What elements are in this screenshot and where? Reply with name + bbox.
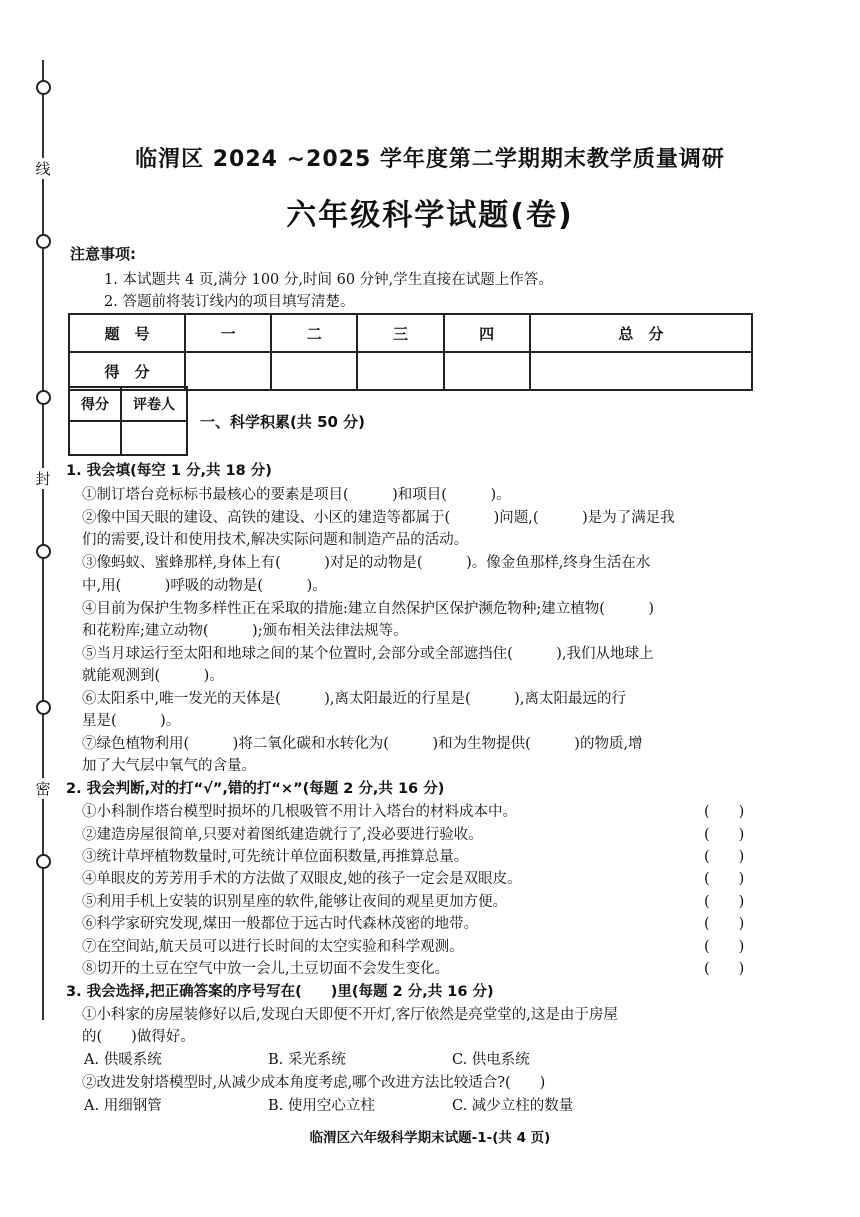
answer-bracket[interactable]: ( ) bbox=[704, 849, 745, 865]
score-header: 总 分 bbox=[530, 314, 752, 352]
q3-option[interactable]: C. 供电系统 bbox=[452, 1052, 530, 1068]
score-cell[interactable] bbox=[271, 352, 357, 390]
q1-line: ③像蚂蚁、蜜蜂那样,身体上有( )对足的动物是( )。像金鱼那样,终身生活在水 bbox=[82, 555, 651, 571]
score-header: 一 bbox=[185, 314, 271, 352]
notice-item: 1. 本试题共 4 页,满分 100 分,时间 60 分钟,学生直接在试题上作答。 bbox=[104, 272, 553, 288]
q1-line: 们的需要,设计和使用技术,解决实际问题和制造产品的活动。 bbox=[82, 532, 469, 548]
notice-heading: 注意事项: bbox=[70, 245, 136, 263]
binding-hole bbox=[36, 234, 51, 249]
answer-bracket[interactable]: ( ) bbox=[704, 916, 745, 932]
q1-line: 加了大气层中氧气的含量。 bbox=[82, 758, 256, 774]
score-header: 二 bbox=[271, 314, 357, 352]
grader-score-label: 得分 bbox=[69, 387, 121, 421]
q1-line: 星是( )。 bbox=[82, 713, 181, 729]
score-header: 四 bbox=[444, 314, 530, 352]
q2-item: ⑥科学家研究发现,煤田一般都位于远古时代森林茂密的地带。 bbox=[82, 916, 479, 932]
q1-line: 就能观测到( )。 bbox=[82, 668, 224, 684]
answer-bracket[interactable]: ( ) bbox=[704, 871, 745, 887]
q3-option[interactable]: A. 供暖系统 bbox=[84, 1052, 162, 1068]
exam-title: 临渭区 2024 ~2025 学年度第二学期期末教学质量调研 bbox=[135, 147, 725, 172]
answer-bracket[interactable]: ( ) bbox=[704, 827, 745, 843]
q2-item: ⑧切开的土豆在空气中放一会儿,土豆切面不会发生变化。 bbox=[82, 961, 450, 977]
binding-char-xian: 线 bbox=[32, 158, 54, 179]
score-header: 题 号 bbox=[69, 314, 185, 352]
q1-line: ⑥太阳系中,唯一发光的天体是( ),离太阳最近的行星是( ),离太阳最远的行 bbox=[82, 691, 626, 707]
score-cell[interactable] bbox=[444, 352, 530, 390]
q1-line: ①制订塔台竞标标书最核心的要素是项目( )和项目( )。 bbox=[82, 487, 511, 503]
q2-item: ⑦在空间站,航天员可以进行长时间的太空实验和科学观测。 bbox=[82, 939, 464, 955]
q1-heading: 1. 我会填(每空 1 分,共 18 分) bbox=[66, 463, 272, 479]
q2-item: ④单眼皮的芳芳用手术的方法做了双眼皮,她的孩子一定会是双眼皮。 bbox=[82, 871, 522, 887]
grader-name-label: 评卷人 bbox=[121, 387, 187, 421]
grader-box bbox=[68, 386, 188, 456]
score-header: 三 bbox=[357, 314, 443, 352]
q2-heading: 2. 我会判断,对的打“√”,错的打“×”(每题 2 分,共 16 分) bbox=[66, 781, 445, 797]
q2-item: ⑤利用手机上安装的识别星座的软件,能够让夜间的观星更加方便。 bbox=[82, 894, 508, 910]
q2-item: ②建造房屋很简单,只要对着图纸建造就行了,没必要进行验收。 bbox=[82, 827, 483, 843]
q3-heading: 3. 我会选择,把正确答案的序号写在( )里(每题 2 分,共 16 分) bbox=[66, 984, 494, 1000]
grader-score-cell[interactable] bbox=[69, 421, 121, 455]
q1-line: ⑦绿色植物利用( )将二氧化碳和水转化为( )和为生物提供( )的物质,增 bbox=[82, 736, 643, 752]
q2-item: ③统计草坪植物数量时,可先统计单位面积数量,再推算总量。 bbox=[82, 849, 469, 865]
q3-option[interactable]: B. 采光系统 bbox=[268, 1052, 346, 1068]
binding-char-mi: 密 bbox=[32, 778, 54, 799]
exam-subtitle: 六年级科学试题(卷) bbox=[286, 198, 574, 233]
q3-question: 的( )做得好。 bbox=[82, 1029, 195, 1045]
answer-bracket[interactable]: ( ) bbox=[704, 804, 745, 820]
q2-item: ①小科制作塔台模型时损坏的几根吸管不用计入塔台的材料成本中。 bbox=[82, 804, 517, 820]
q1-line: 和花粉库;建立动物( );颁布相关法律法规等。 bbox=[82, 623, 408, 639]
page-footer: 临渭区六年级科学期末试题-1-(共 4 页) bbox=[309, 1130, 551, 1146]
q3-option[interactable]: C. 减少立柱的数量 bbox=[452, 1098, 574, 1114]
notice-item: 2. 答题前将装订线内的项目填写清楚。 bbox=[104, 294, 355, 310]
q1-line: ②像中国天眼的建设、高铁的建设、小区的建造等都属于( )问题,( )是为了满足我 bbox=[82, 510, 675, 526]
score-cell[interactable] bbox=[185, 352, 271, 390]
section-title: 一、科学积累(共 50 分) bbox=[200, 413, 366, 431]
q1-line: 中,用( )呼吸的动物是( )。 bbox=[82, 578, 327, 594]
binding-hole bbox=[36, 544, 51, 559]
q3-option[interactable]: B. 使用空心立柱 bbox=[268, 1098, 375, 1114]
q1-line: ⑤当月球运行至太阳和地球之间的某个位置时,会部分或全部遮挡住( ),我们从地球上 bbox=[82, 646, 654, 662]
answer-bracket[interactable]: ( ) bbox=[704, 961, 745, 977]
binding-hole bbox=[36, 80, 51, 95]
q3-question: ①小科家的房屋装修好以后,发现白天即便不开灯,客厅依然是亮堂堂的,这是由于房屋 bbox=[82, 1007, 618, 1023]
score-cell[interactable] bbox=[530, 352, 752, 390]
answer-bracket[interactable]: ( ) bbox=[704, 939, 745, 955]
q1-line: ④目前为保护生物多样性正在采取的措施:建立自然保护区保护濒危物种;建立植物( ) bbox=[82, 601, 655, 617]
binding-hole bbox=[36, 390, 51, 405]
grader-name-cell[interactable] bbox=[121, 421, 187, 455]
score-row-label: 得 分 bbox=[69, 352, 185, 390]
score-table bbox=[68, 313, 753, 391]
binding-hole bbox=[36, 854, 51, 869]
score-cell[interactable] bbox=[357, 352, 443, 390]
answer-bracket[interactable]: ( ) bbox=[704, 894, 745, 910]
binding-char-feng: 封 bbox=[32, 468, 54, 489]
binding-hole bbox=[36, 700, 51, 715]
q3-option[interactable]: A. 用细钢管 bbox=[84, 1098, 162, 1114]
q3-question: ②改进发射塔模型时,从减少成本角度考虑,哪个改进方法比较适合?( ) bbox=[82, 1075, 546, 1091]
